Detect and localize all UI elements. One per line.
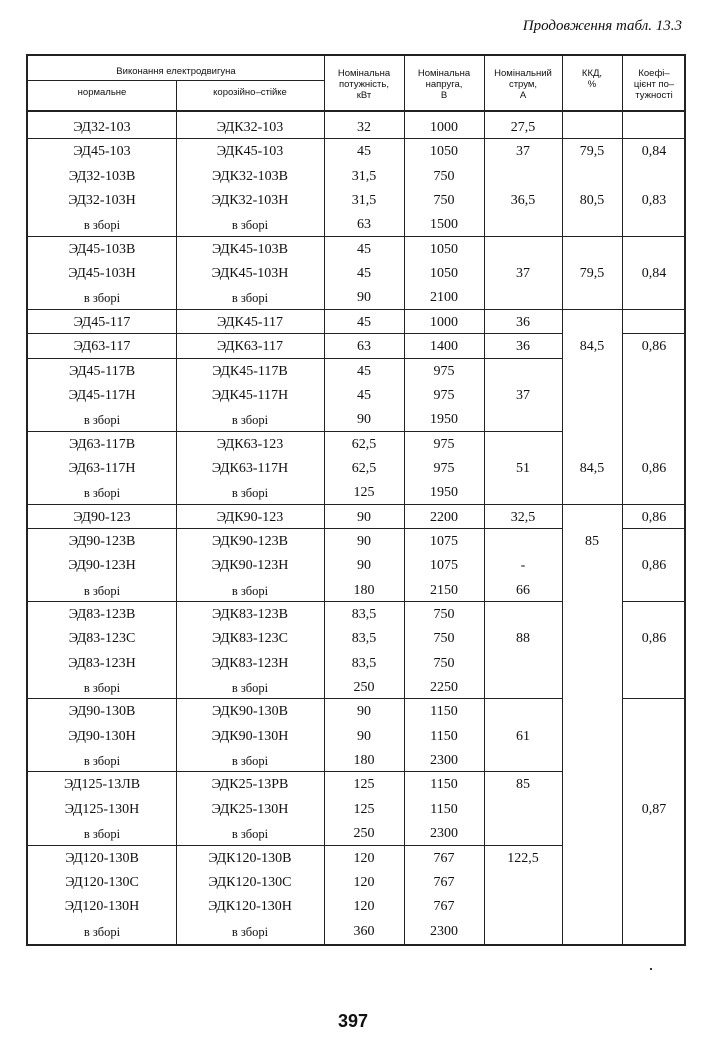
header-voltage: Номінальна напруга, В xyxy=(417,68,471,101)
model-normal: ЭД45-117В xyxy=(68,363,136,379)
model-corrosion: ЭДК45-103 xyxy=(216,144,284,160)
power-kw: 120 xyxy=(353,874,375,890)
h-rule xyxy=(622,504,684,505)
model-normal: ЭД45-103Н xyxy=(68,266,136,282)
power-kw: 31,5 xyxy=(351,193,377,209)
power-kw: 120 xyxy=(353,850,375,866)
voltage-v: 750 xyxy=(433,168,455,184)
model-corrosion: ЭДК83-123С xyxy=(212,631,288,647)
h-rule xyxy=(622,236,684,237)
header-power-factor: Коефі– цієнт по– тужності xyxy=(633,68,675,101)
model-normal: ЭД32-103 xyxy=(73,120,131,135)
power-kw: 90 xyxy=(357,509,371,525)
model-normal: в зборі xyxy=(83,583,121,598)
power-kw: 90 xyxy=(357,533,371,549)
power-kw: 180 xyxy=(353,753,375,769)
current-a: - xyxy=(520,558,526,574)
voltage-v: 1050 xyxy=(430,144,458,160)
power-factor: 0,86 xyxy=(641,558,667,574)
current-a: 37 xyxy=(516,266,530,282)
voltage-v: 2300 xyxy=(430,753,458,769)
efficiency-pct: 80,5 xyxy=(579,193,605,209)
table-caption: Продовження табл. 13.3 xyxy=(522,18,682,34)
model-corrosion: ЭДК90-123 xyxy=(216,509,284,525)
model-corrosion: в зборі xyxy=(231,924,269,939)
model-corrosion: ЭДК45-117Н xyxy=(211,387,289,403)
model-normal: в зборі xyxy=(83,291,121,306)
current-a: 51 xyxy=(516,460,530,476)
current-a: 37 xyxy=(516,387,530,403)
v-rule xyxy=(176,80,177,944)
model-normal: ЭД45-117Н xyxy=(68,387,136,403)
current-a: 85 xyxy=(516,777,530,793)
voltage-v: 1075 xyxy=(430,558,458,574)
model-corrosion: в зборі xyxy=(231,827,269,842)
h-rule xyxy=(28,138,562,139)
voltage-v: 1950 xyxy=(430,412,458,428)
efficiency-pct: 79,5 xyxy=(579,144,605,160)
power-kw: 45 xyxy=(357,387,371,403)
model-normal: ЭД120-130Н xyxy=(64,899,140,915)
power-factor: 0,86 xyxy=(641,460,667,476)
model-corrosion: в зборі xyxy=(231,291,269,306)
model-normal: ЭД90-123 xyxy=(73,509,131,525)
h-rule xyxy=(622,309,684,310)
h-rule xyxy=(562,236,622,237)
v-rule xyxy=(324,56,325,944)
header-execution: Виконання електродвигуна xyxy=(116,66,236,77)
model-corrosion: ЭДК45-103В xyxy=(212,241,288,257)
voltage-v: 2150 xyxy=(430,582,458,598)
power-kw: 125 xyxy=(353,777,375,793)
h-rule xyxy=(28,845,562,846)
current-a: 27,5 xyxy=(510,120,536,135)
model-corrosion: ЭДК32-103В xyxy=(212,168,288,184)
voltage-v: 2200 xyxy=(430,509,458,525)
model-corrosion: ЭДК90-130В xyxy=(212,704,288,720)
model-normal: ЭД90-123Н xyxy=(68,558,136,574)
voltage-v: 750 xyxy=(433,655,455,671)
h-rule xyxy=(562,309,622,310)
h-rule xyxy=(28,504,562,505)
h-rule xyxy=(622,698,684,699)
voltage-v: 1150 xyxy=(430,801,458,817)
voltage-v: 1050 xyxy=(430,241,458,257)
power-factor: 0,86 xyxy=(641,509,667,525)
power-factor: 0,84 xyxy=(641,266,667,282)
voltage-v: 750 xyxy=(433,607,455,622)
model-normal: в зборі xyxy=(83,413,121,428)
power-kw: 83,5 xyxy=(351,607,377,622)
h-rule xyxy=(28,601,562,602)
h-rule xyxy=(28,309,562,310)
model-corrosion: в зборі xyxy=(231,413,269,428)
header-corrosion: корозійно–стійке xyxy=(213,87,287,98)
header-efficiency: ККД, % xyxy=(581,68,603,90)
efficiency-pct: 84,5 xyxy=(579,339,605,355)
power-kw: 45 xyxy=(357,363,371,379)
power-factor: 0,83 xyxy=(641,193,667,209)
current-a: 36 xyxy=(516,314,530,330)
h-rule xyxy=(28,528,562,529)
h-rule xyxy=(622,528,684,529)
model-corrosion: в зборі xyxy=(231,583,269,598)
voltage-v: 1150 xyxy=(430,777,458,793)
model-corrosion: ЭДК90-123В xyxy=(212,533,288,549)
voltage-v: 1050 xyxy=(430,266,458,282)
model-corrosion: ЭДК83-123В xyxy=(212,607,288,622)
h-rule xyxy=(28,358,562,359)
power-kw: 31,5 xyxy=(351,168,377,184)
voltage-v: 767 xyxy=(433,850,455,866)
model-normal: в зборі xyxy=(83,827,121,842)
current-a: 36,5 xyxy=(510,193,536,209)
voltage-v: 975 xyxy=(433,387,455,403)
v-rule xyxy=(484,56,485,944)
power-kw: 83,5 xyxy=(351,631,377,647)
header-current: Номінальний струм, А xyxy=(494,68,552,101)
model-normal: ЭД83-123С xyxy=(68,631,136,647)
power-kw: 125 xyxy=(353,485,375,501)
model-corrosion: в зборі xyxy=(231,218,269,233)
power-kw: 120 xyxy=(353,899,375,915)
motor-table xyxy=(26,54,686,946)
power-kw: 360 xyxy=(353,923,375,939)
power-kw: 63 xyxy=(357,339,371,355)
current-a: 122,5 xyxy=(507,850,539,866)
model-corrosion: ЭДК90-130Н xyxy=(211,728,289,744)
model-corrosion: ЭДК45-117 xyxy=(216,314,284,330)
model-normal: ЭД83-123Н xyxy=(68,655,136,671)
power-kw: 250 xyxy=(353,680,375,696)
h-rule xyxy=(562,138,622,139)
model-corrosion: ЭДК90-123Н xyxy=(211,558,289,574)
power-kw: 90 xyxy=(357,412,371,428)
stray-dot xyxy=(650,968,652,970)
model-corrosion: ЭДК45-103Н xyxy=(211,266,289,282)
power-kw: 90 xyxy=(357,728,371,744)
header-normal: нормальне xyxy=(77,87,127,98)
voltage-v: 2300 xyxy=(430,923,458,939)
v-rule xyxy=(562,56,563,944)
model-corrosion: в зборі xyxy=(231,486,269,501)
h-rule xyxy=(622,138,684,139)
power-kw: 250 xyxy=(353,826,375,842)
model-corrosion: ЭДК32-103Н xyxy=(211,193,289,209)
v-rule xyxy=(622,56,623,944)
h-rule xyxy=(28,333,562,334)
h-rule xyxy=(28,771,562,772)
model-corrosion: ЭДК63-117 xyxy=(216,339,284,355)
model-normal: ЭД63-117Н xyxy=(68,460,136,476)
model-corrosion: ЭДК120-130Н xyxy=(208,899,292,915)
model-normal: ЭД120-130В xyxy=(65,850,139,866)
model-corrosion: ЭДК120-130С xyxy=(208,874,292,890)
h-rule xyxy=(28,110,684,112)
model-normal: ЭД45-103В xyxy=(68,241,136,257)
current-a: 66 xyxy=(516,582,530,598)
voltage-v: 1000 xyxy=(430,120,458,135)
model-normal: в зборі xyxy=(83,218,121,233)
h-rule xyxy=(28,698,562,699)
model-normal: в зборі xyxy=(83,486,121,501)
v-rule xyxy=(404,56,405,944)
power-kw: 90 xyxy=(357,290,371,306)
power-kw: 32 xyxy=(357,120,371,135)
h-rule xyxy=(622,601,684,602)
h-rule xyxy=(28,236,562,237)
voltage-v: 750 xyxy=(433,193,455,209)
voltage-v: 1950 xyxy=(430,485,458,501)
power-kw: 90 xyxy=(357,558,371,574)
power-kw: 125 xyxy=(353,801,375,817)
model-normal: ЭД120-130С xyxy=(65,874,139,890)
power-kw: 63 xyxy=(357,217,371,233)
efficiency-pct: 79,5 xyxy=(579,266,605,282)
voltage-v: 1400 xyxy=(430,339,458,355)
power-kw: 45 xyxy=(357,314,371,330)
voltage-v: 975 xyxy=(433,363,455,379)
current-a: 36 xyxy=(516,339,530,355)
current-a: 88 xyxy=(516,631,530,647)
model-normal: ЭД45-103 xyxy=(73,144,131,160)
model-normal: ЭД32-103В xyxy=(68,168,136,184)
model-normal: ЭД90-130В xyxy=(68,704,136,720)
page-number: 397 xyxy=(337,1011,369,1031)
model-corrosion: ЭДК25-130Н xyxy=(211,801,289,817)
model-corrosion: ЭДК120-130В xyxy=(208,850,292,866)
voltage-v: 2250 xyxy=(430,680,458,696)
power-kw: 62,5 xyxy=(351,460,377,476)
current-a: 32,5 xyxy=(510,509,536,525)
power-factor: 0,86 xyxy=(641,631,667,647)
voltage-v: 975 xyxy=(433,460,455,476)
power-kw: 90 xyxy=(357,704,371,720)
model-normal: ЭД125-130Н xyxy=(64,801,140,817)
model-normal: ЭД32-103Н xyxy=(68,193,136,209)
model-normal: ЭД90-123В xyxy=(68,533,136,549)
voltage-v: 767 xyxy=(433,874,455,890)
voltage-v: 1000 xyxy=(430,314,458,330)
model-normal: в зборі xyxy=(83,754,121,769)
voltage-v: 2100 xyxy=(430,290,458,306)
model-corrosion: ЭДК25-13РВ xyxy=(211,777,289,793)
power-kw: 83,5 xyxy=(351,655,377,671)
efficiency-pct: 84,5 xyxy=(579,460,605,476)
model-corrosion: ЭДК63-117Н xyxy=(211,460,289,476)
model-corrosion: в зборі xyxy=(231,754,269,769)
power-kw: 45 xyxy=(357,266,371,282)
power-kw: 45 xyxy=(357,144,371,160)
voltage-v: 1150 xyxy=(430,728,458,744)
h-rule xyxy=(562,504,622,505)
power-kw: 45 xyxy=(357,241,371,257)
current-a: 61 xyxy=(516,728,530,744)
power-kw: 62,5 xyxy=(351,436,377,452)
voltage-v: 1075 xyxy=(430,533,458,549)
voltage-v: 750 xyxy=(433,631,455,647)
voltage-v: 767 xyxy=(433,899,455,915)
current-a: 37 xyxy=(516,144,530,160)
model-normal: ЭД45-117 xyxy=(73,314,131,330)
model-normal: в зборі xyxy=(83,681,121,696)
model-normal: ЭД63-117В xyxy=(68,436,136,452)
h-rule xyxy=(622,333,684,334)
model-corrosion: в зборі xyxy=(231,681,269,696)
power-factor: 0,86 xyxy=(641,339,667,355)
model-normal: ЭД125-13ЛВ xyxy=(63,777,141,793)
voltage-v: 2300 xyxy=(430,826,458,842)
power-factor: 0,87 xyxy=(641,801,667,817)
voltage-v: 1150 xyxy=(430,704,458,720)
power-factor: 0,84 xyxy=(641,144,667,160)
power-kw: 180 xyxy=(353,582,375,598)
model-normal: ЭД90-130Н xyxy=(68,728,136,744)
model-normal: ЭД63-117 xyxy=(73,339,131,355)
voltage-v: 975 xyxy=(433,436,455,452)
efficiency-pct: 85 xyxy=(585,533,599,549)
model-corrosion: ЭДК83-123Н xyxy=(211,655,289,671)
header-power: Номінальна потужність, кВт xyxy=(337,68,391,101)
h-rule xyxy=(28,431,562,432)
model-corrosion: ЭДК63-123 xyxy=(216,436,284,452)
model-normal: в зборі xyxy=(83,924,121,939)
model-corrosion: ЭДК32-103 xyxy=(216,120,284,135)
model-corrosion: ЭДК45-117В xyxy=(212,363,288,379)
model-normal: ЭД83-123В xyxy=(68,607,136,622)
voltage-v: 1500 xyxy=(430,217,458,233)
